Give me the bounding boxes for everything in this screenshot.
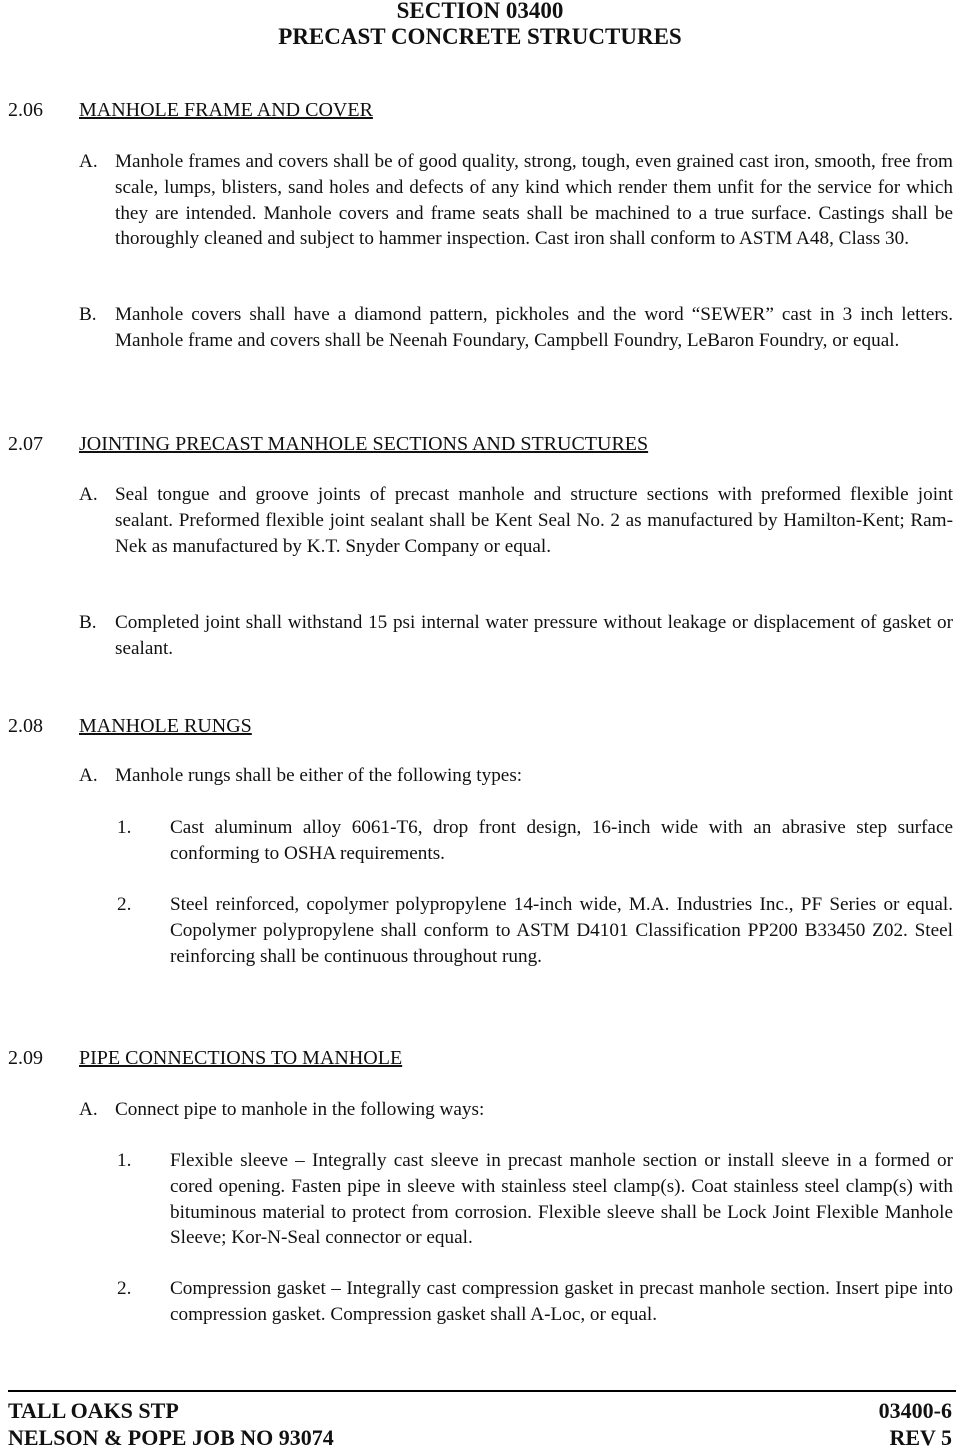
- list-item-text: Steel reinforced, copolymer polypropylene 14-inch wide, M.A. Industries Inc., PF Series or equal. Copolymer polypropylene shall conform to ASTM D4101 Classification PP200 B33450 Z02. Steel reinforcing shall be continuous throughout rung.: [170, 894, 953, 967]
- paragraph-text: Connect pipe to manhole in the following ways:: [115, 1099, 485, 1120]
- paragraph-text: Manhole rungs shall be either of the following types:: [115, 765, 523, 786]
- list-item-number: 2.: [117, 894, 132, 915]
- paragraph-label: B.: [79, 612, 97, 633]
- paragraph-text: Manhole covers shall have a diamond pattern, pickholes and the word “SEWER” cast in 3 inch letters. Manhole frame and covers shall be Neenah Foundary, Campbell Foundry, LeBaron Foundry, or equal.: [115, 304, 953, 351]
- section-title: PIPE CONNECTIONS TO MANHOLE: [79, 1047, 403, 1069]
- paragraph-label: A.: [79, 151, 98, 172]
- list-item-text: Flexible sleeve – Integrally cast sleeve in precast manhole section or install sleeve in a formed or cored opening. Fasten pipe in sleeve with stainless steel clamp(s). Coat stainless steel clamp(s) with bituminous material to protect from corrosion. Flexible sleeve shall be Lock Joint Flexible Manhole Sleeve; Kor-N-Seal connector or equal.: [170, 1150, 953, 1249]
- footer-page-number: 03400-6: [878, 1398, 952, 1423]
- footer-job: NELSON & POPE JOB NO 93074: [8, 1425, 334, 1450]
- section-number: 2.06: [8, 99, 43, 121]
- section-number: 2.07: [8, 433, 43, 455]
- paragraph-text: Seal tongue and groove joints of precast manhole and structure sections with preformed flexible joint sealant. Preformed flexible joint sealant shall be Kent Seal No. 2 as manufactured by Hamilton-Kent; Ram-Nek as manufactured by K.T. Snyder Company or equal.: [115, 484, 953, 557]
- footer-revision: REV 5: [889, 1425, 952, 1450]
- section-title: JOINTING PRECAST MANHOLE SECTIONS AND STRUCTURES: [79, 433, 649, 455]
- section-number: 2.08: [8, 715, 43, 737]
- section-title: MANHOLE RUNGS: [79, 715, 252, 737]
- footer-project: TALL OAKS STP: [8, 1398, 179, 1423]
- list-item-text: Compression gasket – Integrally cast compression gasket in precast manhole section. Insert pipe into compression gasket. Compression gasket shall A-Loc, or equal.: [170, 1278, 953, 1325]
- list-item-text: Cast aluminum alloy 6061-T6, drop front design, 16-inch wide with an abrasive step surface conforming to OSHA requirements.: [170, 817, 953, 864]
- section-header: SECTION 03400: [396, 0, 564, 23]
- list-item-number: 1.: [117, 1150, 132, 1171]
- section-number: 2.09: [8, 1047, 43, 1069]
- paragraph-label: A.: [79, 1099, 98, 1120]
- paragraph-text: Completed joint shall withstand 15 psi internal water pressure without leakage or displacement of gasket or sealant.: [115, 612, 953, 659]
- paragraph-label: B.: [79, 304, 97, 325]
- footer-divider: [8, 1390, 956, 1392]
- paragraph-label: A.: [79, 484, 98, 505]
- section-title-header: PRECAST CONCRETE STRUCTURES: [278, 24, 682, 49]
- paragraph-label: A.: [79, 765, 98, 786]
- paragraph-text: Manhole frames and covers shall be of good quality, strong, tough, even grained cast iron, smooth, free from scale, lumps, blisters, sand holes and defects of any kind which render them unfit for the service for which they are intended. Manhole covers and frame seats shall be machined to a true surface. Castings shall be thoroughly cleaned and subject to hammer inspection. Cast iron shall conform to ASTM A48, Class 30.: [115, 151, 953, 250]
- list-item-number: 1.: [117, 817, 132, 838]
- list-item-number: 2.: [117, 1278, 132, 1299]
- section-title: MANHOLE FRAME AND COVER: [79, 99, 373, 121]
